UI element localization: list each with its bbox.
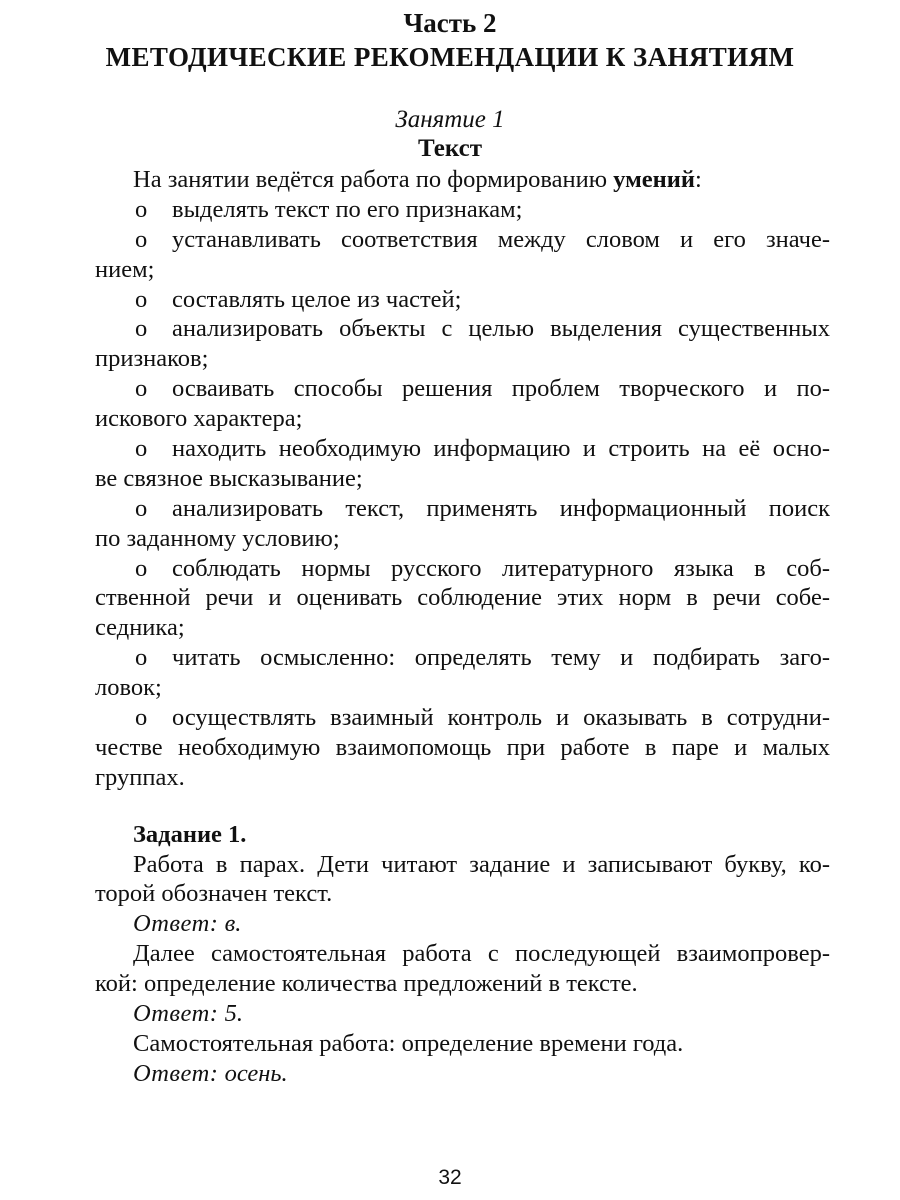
task-content: [95, 850, 830, 1089]
intro-line: [95, 165, 830, 195]
list-item-line: [95, 374, 830, 404]
bullet-icon: o: [135, 644, 148, 672]
answer-label: Ответ:: [133, 910, 219, 938]
list-item-line: [95, 404, 830, 434]
list-item-text: по заданному условию;: [95, 524, 340, 552]
list-item-line: [95, 524, 830, 554]
list-item-text: устанавливать соответствия между словом и его значе-: [172, 225, 830, 253]
task-text-line: торой обозначен текст.: [95, 880, 333, 908]
bullet-icon: o: [135, 225, 148, 253]
skills-list: [95, 195, 830, 793]
list-item: [95, 225, 830, 285]
bullet-icon: o: [135, 375, 148, 403]
list-item-text: честве необходимую взаимопомощь при работе в паре и малых: [95, 733, 830, 761]
list-item-text: читать осмысленно: определять тему и подбирать заго-: [172, 644, 830, 672]
intro-bold: умений: [613, 166, 696, 193]
list-item-text: находить необходимую информацию и строить на её осно-: [172, 435, 830, 463]
answer-line: [95, 909, 830, 939]
section-title: МЕТОДИЧЕСКИЕ РЕКОМЕНДАЦИИ К ЗАНЯТИЯМ: [105, 42, 795, 72]
lesson-heading: Занятие 1: [395, 106, 505, 133]
list-item-text: ственной речи и оценивать соблюдение этих норм в речи собе-: [95, 584, 830, 612]
list-item-text: ве связное высказывание;: [95, 464, 363, 492]
answer-value: 5.: [218, 1000, 243, 1028]
list-item-line: [95, 643, 830, 673]
list-item-text: анализировать объекты с целью выделения существенных: [172, 315, 830, 343]
part-heading: Часть 2: [403, 8, 497, 38]
lesson-topic: Текст: [418, 135, 482, 162]
task-title: Задание 1.: [133, 820, 247, 848]
bullet-icon: o: [135, 435, 148, 463]
list-item-line: [95, 733, 830, 763]
list-item-text: составлять целое из частей;: [172, 285, 462, 313]
list-item-line: [95, 703, 830, 733]
list-item: [95, 314, 830, 374]
list-item: [95, 285, 830, 315]
task-text-line: Далее самостоятельная работа с последующей взаимопровер-: [133, 940, 830, 968]
answer-value: осень.: [218, 1059, 288, 1087]
list-item-text: осуществлять взаимный контроль и оказывать в сотрудни-: [172, 704, 830, 732]
list-item-text: анализировать текст, применять информационный поиск: [172, 494, 830, 522]
list-item-line: [95, 285, 830, 315]
list-item-line: [95, 673, 830, 703]
intro-colon: :: [695, 166, 702, 193]
list-item-line: [95, 583, 830, 613]
list-item-text: соблюдать нормы русского литературного языка в соб-: [172, 554, 830, 582]
bullet-icon: o: [135, 554, 148, 582]
list-item: [95, 374, 830, 434]
page-number: 32: [438, 1166, 462, 1189]
list-item: [95, 703, 830, 793]
list-item: [95, 494, 830, 554]
list-item-text: признаков;: [95, 345, 209, 373]
list-item: [95, 554, 830, 644]
task-text-line: Работа в парах. Дети читают задание и записывают букву, ко-: [133, 850, 830, 878]
answer-value: в.: [218, 910, 242, 938]
bullet-icon: o: [135, 494, 148, 522]
list-item: [95, 195, 830, 225]
list-item-line: [95, 763, 830, 793]
list-item-text: ловок;: [95, 674, 162, 702]
bullet-icon: o: [135, 704, 148, 732]
list-item-line: [95, 434, 830, 464]
answer-label: Ответ:: [133, 1000, 219, 1028]
list-item-line: [95, 314, 830, 344]
bullet-icon: o: [135, 285, 148, 313]
intro-text: На занятии ведётся работа по формированию: [133, 166, 614, 193]
list-item-line: [95, 494, 830, 524]
answer-line: [95, 1059, 830, 1089]
list-item-line: [95, 255, 830, 285]
answer-line: [95, 999, 830, 1029]
list-item-text: седника;: [95, 614, 185, 642]
list-item-text: группах.: [95, 763, 185, 791]
task-text-line: Самостоятельная работа: определение времени года.: [133, 1029, 684, 1057]
list-item-text: выделять текст по его признакам;: [172, 195, 523, 223]
task-text-line: кой: определение количества предложений в тексте.: [95, 970, 638, 998]
bullet-icon: o: [135, 315, 148, 343]
list-item-line: [95, 344, 830, 374]
list-item-line: [95, 195, 830, 225]
bullet-icon: o: [135, 195, 148, 223]
list-item-line: [95, 613, 830, 643]
list-item-line: [95, 464, 830, 494]
list-item-line: [95, 554, 830, 584]
list-item: [95, 434, 830, 494]
page-body: [95, 165, 830, 1089]
list-item: [95, 643, 830, 703]
list-item-text: искового характера;: [95, 405, 303, 433]
list-item-text: нием;: [95, 255, 155, 283]
answer-label: Ответ:: [133, 1059, 219, 1087]
list-item-line: [95, 225, 830, 255]
list-item-text: осваивать способы решения проблем творческого и по-: [172, 375, 830, 403]
